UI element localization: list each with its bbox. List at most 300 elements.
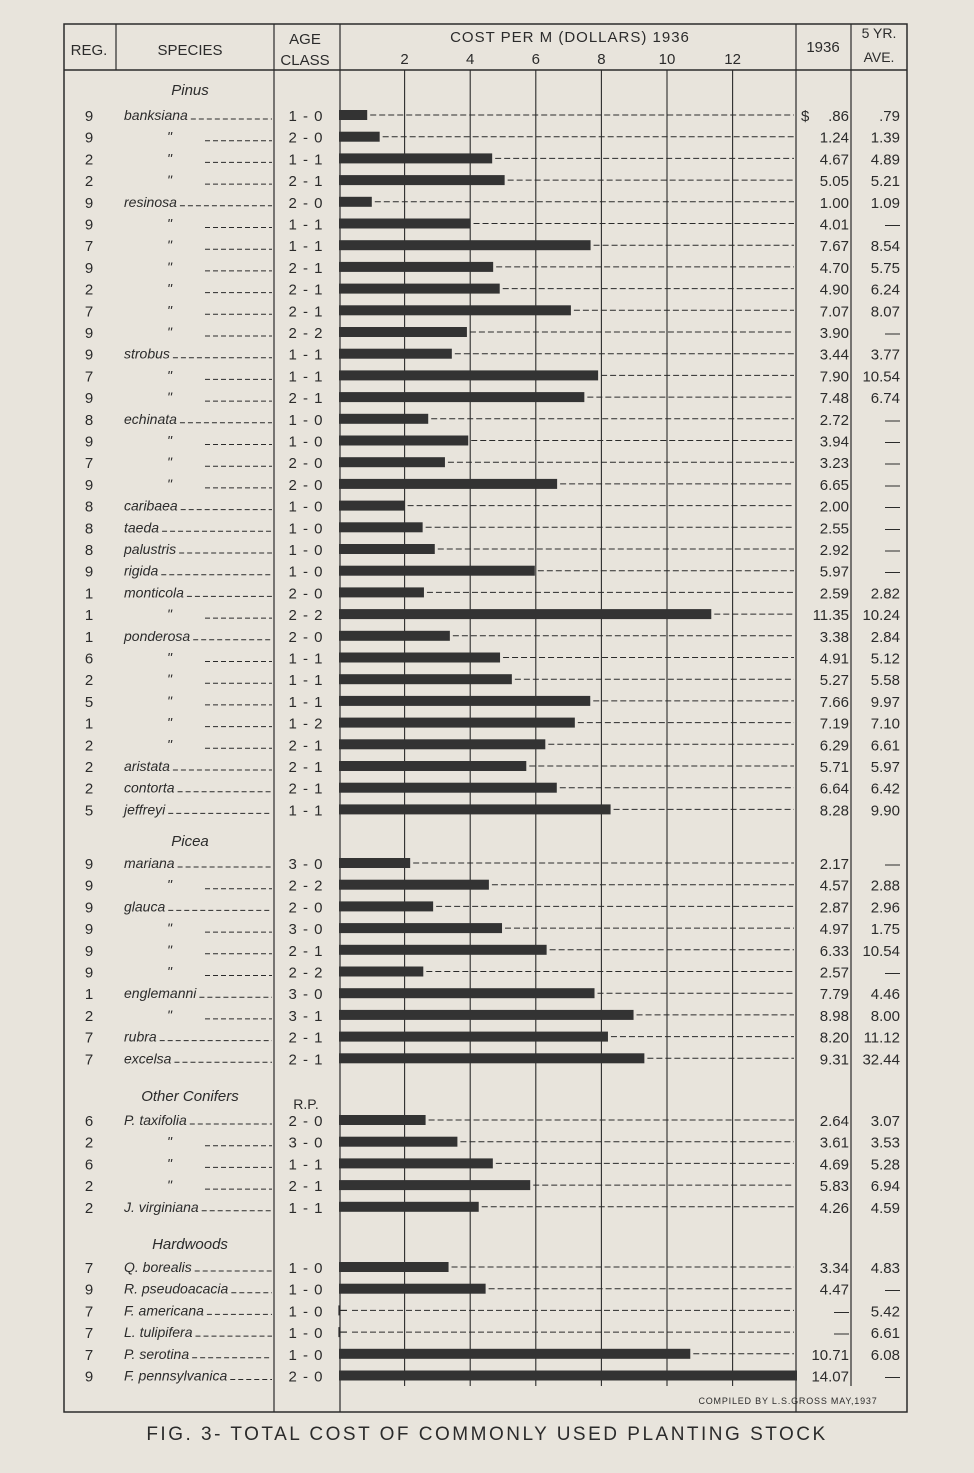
five-yr-ave-cell: 3.07 — [870, 1113, 900, 1130]
species-cell: englemanni — [124, 985, 197, 1002]
value-1936-cell: 8.20 — [819, 1029, 849, 1047]
bar — [339, 110, 367, 120]
reg-cell: 1 — [84, 986, 94, 1004]
x-tick-labels — [400, 51, 741, 68]
bar — [339, 1284, 486, 1294]
age-class-cell: 2 - 0 — [288, 455, 324, 473]
species-cell: " — [167, 606, 172, 623]
age-class-cell: 2 - 0 — [288, 628, 324, 646]
species-cell: " — [167, 714, 172, 731]
age-class-cell: 2 - 1 — [288, 780, 324, 798]
species-header: SPECIES — [157, 42, 223, 59]
table-row — [85, 898, 900, 916]
five-yr-ave-cell: 3.53 — [870, 1134, 900, 1152]
table-row — [85, 346, 900, 364]
age-class-cell: 2 - 0 — [288, 194, 324, 212]
five-yr-ave-cell: — — [885, 542, 900, 559]
age-class-cell: 2 - 1 — [288, 303, 324, 321]
reg-cell: 8 — [84, 542, 94, 559]
age-class-cell: 2 - 1 — [288, 259, 324, 277]
bar — [339, 522, 423, 532]
reg-cell: 2 — [84, 1178, 94, 1196]
reg-cell: 9 — [84, 108, 94, 125]
value-1936-cell: .86 — [828, 108, 849, 125]
bar — [339, 284, 500, 294]
five-yr-ave-cell: 8.00 — [870, 1007, 900, 1025]
table-row — [85, 498, 900, 516]
table-row — [85, 650, 900, 668]
species-cell: " — [167, 475, 172, 492]
bar — [339, 945, 547, 955]
value-1936-cell: 2.92 — [819, 542, 849, 559]
reg-cell: 7 — [84, 1325, 94, 1343]
age-class-cell: 1 - 0 — [288, 108, 324, 125]
value-1936-cell: 9.31 — [819, 1051, 849, 1069]
five-yr-ave-cell: — — [885, 411, 900, 429]
species-cell: " — [167, 941, 172, 958]
table-row — [85, 389, 900, 407]
age-class-cell: 2 - 1 — [288, 737, 324, 755]
species-cell: R. pseudoacacia — [124, 1280, 229, 1297]
value-1936-cell: 3.34 — [819, 1260, 849, 1277]
age-class-cell: 1 - 0 — [288, 1346, 324, 1364]
table-row — [85, 1368, 900, 1386]
group-title: Hardwoods — [152, 1236, 228, 1253]
age-class-cell: 1 - 1 — [288, 346, 324, 364]
table-row — [85, 324, 900, 342]
species-cell: P. serotina — [124, 1345, 190, 1362]
reg-cell: 2 — [84, 759, 94, 776]
five-yr-ave-cell: 5.58 — [870, 672, 900, 690]
bar — [339, 858, 410, 868]
age-class-cell: 3 - 1 — [288, 1007, 324, 1025]
species-cell: aristata — [124, 758, 170, 774]
table-row — [85, 736, 900, 754]
bar — [339, 414, 428, 424]
bar — [339, 392, 584, 402]
species-cell: " — [167, 1155, 172, 1172]
value-1936-cell: 3.44 — [819, 346, 849, 364]
five-yr-ave-cell: — — [885, 476, 900, 494]
reg-cell: 9 — [84, 216, 94, 234]
bar — [339, 1371, 797, 1381]
bar — [339, 587, 424, 597]
table-row — [85, 780, 900, 798]
age-header-line1: AGE — [289, 31, 321, 48]
bar — [339, 370, 598, 380]
reg-cell: 7 — [84, 1260, 94, 1277]
table-row — [85, 671, 900, 689]
reg-cell: 2 — [84, 1199, 94, 1217]
five-yr-ave-cell: 6.08 — [870, 1346, 900, 1364]
table-row — [85, 216, 900, 234]
table-row — [85, 107, 900, 125]
age-class-cell: 1 - 1 — [288, 1156, 324, 1174]
five-yr-ave-cell: — — [885, 216, 900, 234]
table-row — [85, 1302, 900, 1320]
bar — [339, 544, 435, 554]
table-row — [85, 1259, 900, 1277]
species-cell: " — [167, 432, 172, 449]
five-yr-ave-cell: 8.07 — [870, 303, 900, 321]
bar — [339, 1115, 426, 1125]
age-class-cell: 2 - 1 — [288, 1029, 324, 1047]
five-yr-ave-cell: 1.75 — [870, 921, 900, 939]
five-yr-ave-cell: 5.75 — [870, 259, 900, 277]
age-class-cell: 2 - 0 — [288, 129, 324, 147]
table-row — [85, 920, 900, 938]
age-class-cell: 2 - 1 — [288, 942, 324, 960]
reg-cell: 7 — [84, 1051, 94, 1069]
bar — [339, 566, 535, 576]
table-row — [85, 942, 900, 960]
bar — [339, 674, 512, 684]
bar — [339, 739, 545, 749]
table-row — [85, 715, 900, 733]
reg-cell: 9 — [84, 877, 94, 895]
five-yr-ave-cell: 1.39 — [870, 129, 900, 147]
five-yr-ave-cell: 9.97 — [870, 693, 900, 711]
table-row — [85, 563, 900, 581]
reg-cell: 9 — [84, 1281, 94, 1299]
value-1936-cell: 4.26 — [819, 1199, 849, 1217]
value-1936-cell: 2.87 — [819, 899, 849, 917]
table-row — [85, 150, 900, 168]
table-row — [85, 281, 900, 299]
age-class-cell: 3 - 0 — [288, 1134, 324, 1152]
table-row — [85, 1346, 900, 1364]
species-cell: " — [167, 280, 172, 297]
age-class-cell: 1 - 0 — [288, 1260, 324, 1277]
five-yr-ave-cell: 11.12 — [863, 1029, 900, 1047]
five-yr-ave-cell: — — [885, 498, 900, 516]
five-yr-ave-cell: 5.97 — [870, 759, 900, 776]
five-yr-ave-cell: 3.77 — [870, 346, 900, 364]
five-yr-ave-cell: 5.21 — [870, 173, 900, 191]
value-1936-cell: 7.07 — [819, 303, 849, 321]
bar — [339, 501, 405, 511]
five-yr-ave-cell: 4.89 — [870, 151, 900, 169]
bar — [339, 718, 575, 728]
species-cell: strobus — [124, 345, 170, 362]
value-1936-cell: 4.70 — [819, 259, 849, 277]
bar — [339, 783, 557, 793]
bar — [339, 1137, 457, 1147]
bar — [339, 1180, 530, 1190]
table-row — [85, 877, 900, 895]
table-row — [85, 1155, 900, 1173]
species-cell: " — [167, 128, 172, 145]
table-row — [85, 433, 900, 451]
bar — [339, 1349, 690, 1359]
reg-cell: 7 — [84, 303, 94, 321]
species-cell: " — [167, 876, 172, 893]
bar — [339, 631, 450, 641]
table-row — [85, 606, 900, 624]
age-class-cell: 1 - 0 — [288, 433, 324, 451]
age-header-line2: CLASS — [280, 52, 330, 69]
data-rows — [85, 82, 900, 1386]
five-yr-ave-cell: 4.46 — [870, 986, 900, 1004]
value-1936-cell: 6.29 — [819, 737, 849, 755]
age-class-cell: 1 - 0 — [288, 498, 324, 516]
species-cell: mariana — [124, 855, 175, 871]
reg-cell: 9 — [84, 476, 94, 494]
five-yr-ave-cell: 10.24 — [862, 607, 900, 625]
reg-cell: 7 — [84, 1346, 94, 1364]
species-cell: " — [167, 454, 172, 471]
species-cell: " — [167, 258, 172, 275]
group-title: Other Conifers — [141, 1088, 239, 1105]
reg-cell: 1 — [84, 585, 94, 603]
table-row — [85, 964, 900, 982]
reg-cell: 9 — [84, 390, 94, 408]
table-row — [85, 1281, 900, 1299]
species-cell: ponderosa — [124, 627, 191, 644]
species-cell: " — [167, 215, 172, 232]
species-cell: " — [167, 172, 172, 189]
table-row — [85, 1050, 900, 1068]
value-1936-cell: 4.90 — [819, 281, 849, 299]
five-yr-ave-cell: 32.44 — [862, 1051, 900, 1069]
value-1936-cell: 8.98 — [819, 1007, 849, 1025]
value-1936-cell: 7.48 — [819, 390, 849, 408]
dollar-sign: $ — [801, 108, 810, 125]
value-1936-cell: 4.47 — [819, 1281, 849, 1299]
five-yr-ave-cell: — — [885, 1281, 900, 1299]
table-row — [85, 1324, 900, 1342]
value-1936-cell: 5.83 — [819, 1178, 849, 1196]
value-1936-cell: 3.23 — [819, 455, 849, 473]
age-class-cell: 2 - 0 — [288, 1368, 324, 1386]
value-1936-cell: 7.66 — [819, 693, 849, 711]
value-1936-cell: 8.28 — [819, 802, 849, 820]
reg-cell: 9 — [84, 433, 94, 451]
species-cell: taeda — [124, 519, 160, 536]
bar — [339, 262, 493, 272]
x-tick-label: 12 — [724, 51, 741, 68]
age-class-cell: 2 - 0 — [288, 476, 324, 494]
age-class-cell: 2 - 0 — [288, 585, 324, 603]
five-yr-ave-cell: 2.84 — [870, 628, 900, 646]
reg-cell: 2 — [84, 780, 94, 798]
age-class-cell: 2 - 2 — [288, 607, 324, 625]
compiled-by-credit: COMPILED BY L.S.GROSS MAY,1937 — [698, 1396, 878, 1406]
bar — [339, 1053, 644, 1063]
table-row — [85, 476, 900, 494]
bar — [339, 1202, 479, 1212]
value-1936-cell: 2.17 — [819, 856, 849, 873]
bar — [339, 901, 433, 911]
age-class-cell: 1 - 1 — [288, 672, 324, 690]
bar — [339, 327, 467, 337]
bar — [339, 240, 591, 250]
age-class-cell: 1 - 0 — [288, 1303, 324, 1321]
table-row — [85, 855, 900, 873]
reg-cell: 9 — [84, 346, 94, 364]
table-row — [85, 259, 900, 277]
five-yr-ave-cell: 5.28 — [870, 1156, 900, 1174]
value-1936-cell: 6.64 — [819, 780, 849, 798]
age-class-cell: 1 - 1 — [288, 216, 324, 234]
reg-cell: 1 — [84, 607, 94, 625]
species-cell: " — [167, 389, 172, 406]
table-row — [85, 1007, 900, 1025]
bar — [339, 479, 557, 489]
species-cell: P. taxifolia — [124, 1112, 187, 1128]
bar — [339, 132, 380, 142]
x-tick-label: 4 — [466, 51, 475, 68]
reg-cell: 2 — [84, 672, 94, 690]
reg-cell: 9 — [84, 1368, 94, 1386]
table-row — [85, 302, 900, 320]
five-yr-ave-cell: — — [885, 856, 900, 873]
five-yr-ave-cell: 7.10 — [870, 715, 900, 733]
five-yr-ave-cell: — — [885, 520, 900, 538]
value-1936-cell: 4.01 — [819, 216, 849, 234]
species-cell: " — [167, 920, 172, 937]
age-class-cell: 1 - 0 — [288, 1325, 324, 1343]
value-1936-cell: 7.90 — [819, 368, 849, 386]
species-cell: caribaea — [124, 497, 178, 514]
age-class-cell: 2 - 2 — [288, 877, 324, 895]
age-class-cell: 1 - 0 — [288, 411, 324, 429]
age-class-cell: 2 - 2 — [288, 325, 324, 342]
value-1936-cell: 3.94 — [819, 433, 849, 451]
age-note: R.P. — [293, 1096, 319, 1112]
bar — [339, 761, 526, 771]
x-tick-label: 2 — [400, 51, 409, 68]
species-cell: " — [167, 692, 172, 709]
reg-cell: 2 — [84, 173, 94, 191]
age-class-cell: 2 - 2 — [288, 964, 324, 982]
value-1936-cell: 6.65 — [819, 476, 849, 494]
reg-cell: 2 — [84, 281, 94, 299]
bar — [339, 1158, 493, 1168]
bar — [339, 609, 711, 619]
age-class-cell: 1 - 1 — [288, 1199, 324, 1217]
reg-cell: 9 — [84, 129, 94, 147]
species-cell: echinata — [124, 410, 177, 427]
species-cell: " — [167, 1006, 172, 1023]
table-row — [85, 454, 900, 472]
age-class-cell: 2 - 1 — [288, 1178, 324, 1196]
value-1936-cell: 3.38 — [819, 628, 849, 646]
value-1936-cell: 4.91 — [819, 650, 849, 668]
table-row — [85, 693, 900, 711]
species-cell: rigida — [124, 562, 159, 579]
value-1936-cell: 1.24 — [819, 129, 849, 147]
five-yr-ave-cell: 6.42 — [870, 780, 900, 798]
table-row — [85, 584, 900, 602]
value-1936-cell: 7.79 — [819, 986, 849, 1004]
table-row — [85, 1029, 900, 1047]
five-yr-ave-cell: — — [885, 1368, 900, 1386]
species-cell: " — [167, 237, 172, 254]
age-class-cell: 2 - 1 — [288, 281, 324, 299]
five-yr-ave-cell: 2.88 — [870, 877, 900, 895]
value-1936-cell: 2.55 — [819, 520, 849, 538]
species-cell: resinosa — [124, 193, 177, 210]
value-1936-cell: 6.33 — [819, 942, 849, 960]
value-1936-cell: 4.57 — [819, 877, 849, 895]
age-class-cell: 2 - 1 — [288, 759, 324, 776]
value-1936-cell: 5.97 — [819, 563, 849, 581]
value-1936-cell: 5.71 — [819, 759, 849, 776]
reg-cell: 9 — [84, 921, 94, 939]
bar — [339, 305, 571, 315]
five-yr-ave-cell: — — [885, 455, 900, 473]
species-cell: L. tulipifera — [124, 1324, 193, 1341]
bar — [339, 219, 471, 229]
bar — [339, 457, 445, 467]
species-cell: " — [167, 324, 172, 340]
five-yr-ave-cell: 2.82 — [870, 585, 900, 603]
col-1936-header: 1936 — [806, 39, 840, 56]
reg-cell: 7 — [84, 238, 94, 256]
age-class-cell: 2 - 1 — [288, 1051, 324, 1069]
value-1936-cell: — — [834, 1325, 849, 1343]
reg-cell: 7 — [84, 1303, 94, 1321]
age-class-cell: 1 - 0 — [288, 1281, 324, 1299]
age-class-cell: 3 - 0 — [288, 986, 324, 1004]
reg-cell: 9 — [84, 259, 94, 277]
bar — [339, 967, 423, 977]
ave-header-line2: AVE. — [863, 49, 895, 65]
species-cell: Q. borealis — [124, 1259, 192, 1275]
five-yr-ave-cell: 6.61 — [870, 737, 900, 755]
value-1936-cell: 3.61 — [819, 1134, 849, 1152]
five-yr-ave-cell: 1.09 — [870, 194, 900, 212]
reg-cell: 5 — [84, 802, 94, 820]
value-1936-cell: 4.67 — [819, 151, 849, 169]
table-row — [85, 628, 900, 646]
value-1936-cell: 4.69 — [819, 1156, 849, 1174]
age-class-cell: 2 - 0 — [288, 1113, 324, 1130]
reg-cell: 6 — [84, 1113, 94, 1130]
bar — [339, 153, 492, 163]
bar — [339, 1010, 634, 1020]
reg-cell: 9 — [84, 964, 94, 982]
reg-cell: 9 — [84, 899, 94, 917]
species-cell: rubra — [124, 1028, 157, 1045]
five-yr-ave-cell: 10.54 — [862, 942, 900, 960]
five-yr-ave-cell: 9.90 — [870, 802, 900, 820]
table-row — [85, 801, 900, 819]
age-class-cell: 1 - 1 — [288, 238, 324, 256]
species-cell: " — [167, 1133, 172, 1150]
table-row — [85, 367, 900, 385]
bar — [339, 653, 500, 663]
species-cell: " — [167, 150, 172, 167]
reg-cell: 7 — [84, 1029, 94, 1047]
table-row — [85, 985, 900, 1003]
figure-caption: FIG. 3- TOTAL COST OF COMMONLY USED PLANTING STOCK — [146, 1424, 828, 1445]
value-1936-cell: 11.35 — [812, 607, 849, 625]
reg-cell: 9 — [84, 194, 94, 212]
bar — [339, 1262, 449, 1272]
reg-cell: 1 — [84, 715, 94, 733]
age-class-cell: 1 - 2 — [288, 715, 324, 733]
reg-cell: 7 — [84, 455, 94, 473]
table-row — [85, 519, 900, 537]
species-cell: " — [167, 1177, 172, 1194]
value-1936-cell: 5.05 — [819, 173, 849, 191]
reg-cell: 2 — [84, 151, 94, 169]
value-1936-cell: 7.67 — [819, 238, 849, 256]
age-class-cell: 1 - 1 — [288, 151, 324, 169]
value-1936-cell: 2.64 — [819, 1113, 849, 1130]
